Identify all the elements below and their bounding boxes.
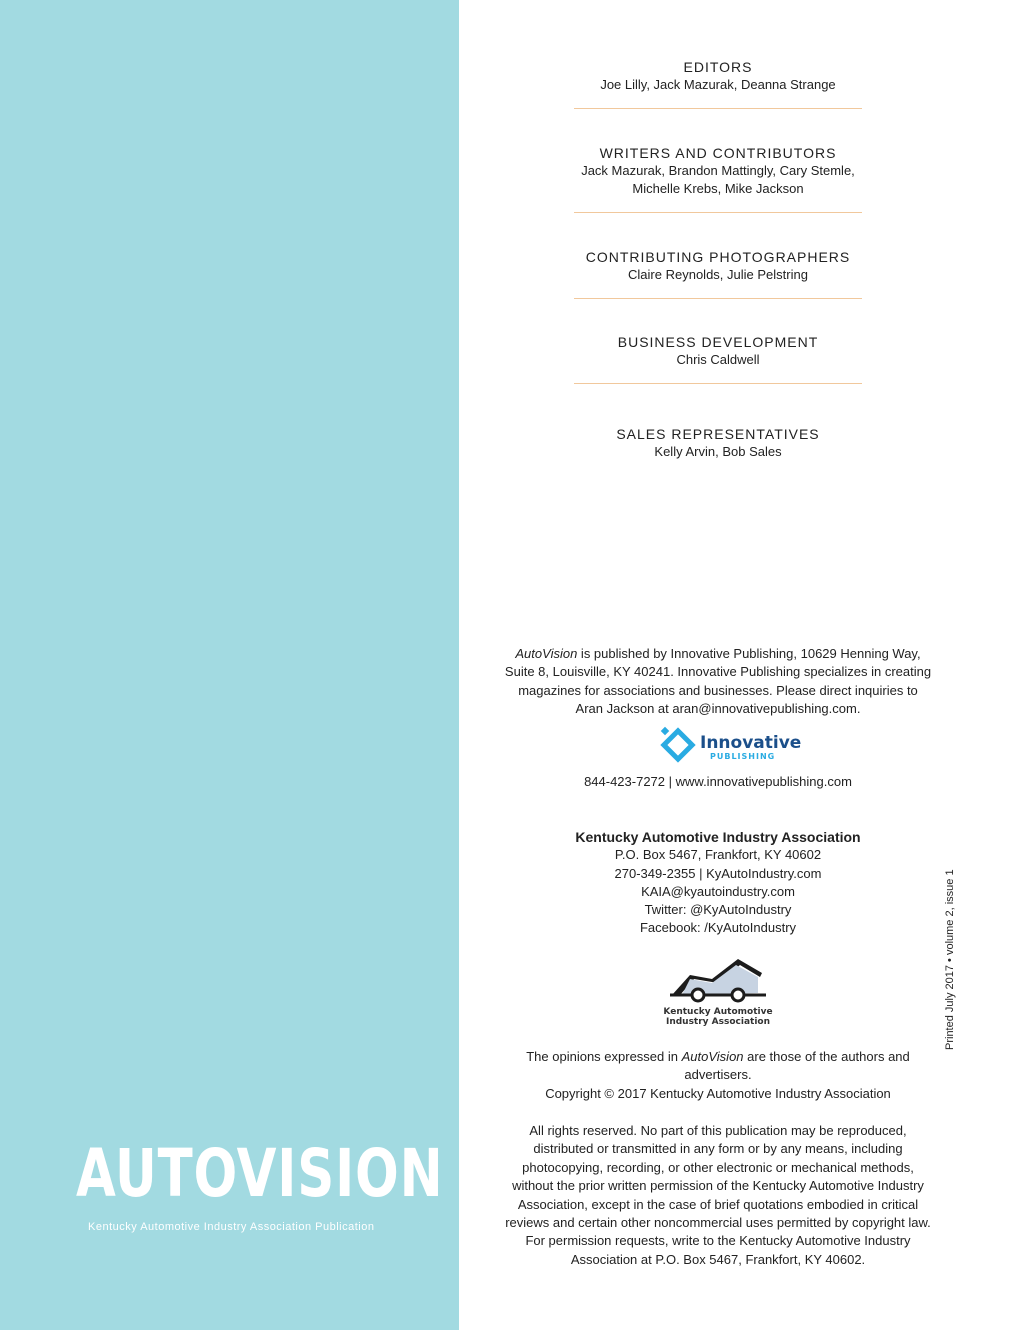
car-icon [670,959,766,1001]
association-name: Kentucky Automotive Industry Association [575,829,861,845]
section-names: Kelly Arvin, Bob Sales [654,444,782,459]
publisher-text: Louisville, KY 40241. Innovative Publishing specializes in creating magazines for associations and businesses. Please direct inquiries to Aran Jackson at aran@innovativepublishing.com. [518,664,932,717]
cover-side-panel [0,0,459,1330]
rights-statement: All rights reserved. No part of this publication may be reproduced, distributed or transmitted in any form or by any means, including photocopying, recording, or other electronic or mechanical methods, without the prior written permission of the Kentucky Automotive Industry Association, except in the case of brief quotations embodied in critical reviews and certain other noncommercial uses permitted by copyright law. For permission requests, write to the Kentucky Automotive Industry Association at P.O. Box 5467, Frankfort, KY 40602. [505,1123,931,1267]
kaia-logo-line1: Kentucky Automotive [663,1007,773,1017]
section-names: Chris Caldwell [676,352,760,367]
association-email: KAIA@kyautoindustry.com [641,883,795,899]
opinions-text: The opinions expressed in [526,1049,682,1064]
publication-title: AutoVision [681,1049,744,1064]
divider [574,212,862,213]
kaia-logo-line2: Industry Association [665,1017,771,1027]
section-names: Claire Reynolds, Julie Pelstring [628,267,808,282]
brand-name: AUTOVISION [76,1135,444,1212]
divider [574,108,862,109]
association-twitter: Twitter: @KyAutoIndustry [644,902,792,918]
section-names: Joe Lilly, Jack Mazurak, Deanna Strange [600,77,836,92]
publication-title: AutoVision [515,646,578,661]
association-block [540,828,896,938]
print-info: Printed July 2017 • volume 2, issue 1 [944,869,956,1050]
opinions-statement [504,1048,932,1085]
innovative-publishing-logo [660,728,802,764]
publisher-paragraph [504,645,932,719]
publisher-text: is published by Innovative Publishing, 10629 Henning Way, Suite 8, [504,646,921,680]
brand-tagline: Kentucky Automotive Industry Association Publication [88,1221,375,1233]
divider [574,383,862,384]
association-phone-web: 270-349-2355 | KyAutoIndustry.com [614,865,822,881]
logo-word: Innovative [700,733,802,753]
kaia-logo [660,955,780,1027]
masthead-sales [574,425,862,461]
publisher-contact: 844-423-7272 | www.innovativepublishing.com [584,774,852,789]
masthead-photographers [574,248,862,284]
section-heading: WRITERS AND CONTRIBUTORS [599,145,837,161]
association-address: P.O. Box 5467, Frankfort, KY 40602 [614,847,822,863]
masthead-writers [574,144,862,198]
section-heading: BUSINESS DEVELOPMENT [617,334,819,350]
masthead-business [574,333,862,369]
logo-sub: PUBLISHING [710,752,776,761]
copyright-line: Copyright © 2017 Kentucky Automotive Industry Association [545,1086,891,1101]
divider [574,298,862,299]
section-heading: SALES REPRESENTATIVES [616,426,820,442]
masthead-editors [574,58,862,94]
section-heading: EDITORS [683,59,753,75]
section-names: Michelle Krebs, Mike Jackson [632,181,804,196]
opinions-text: are those of the authors and advertisers. [684,1049,910,1083]
section-names: Jack Mazurak, Brandon Mattingly, Cary Stemle, [581,163,855,178]
association-facebook: Facebook: /KyAutoIndustry [639,920,797,936]
section-heading: CONTRIBUTING PHOTOGRAPHERS [585,249,851,265]
diamond-icon [661,727,692,759]
